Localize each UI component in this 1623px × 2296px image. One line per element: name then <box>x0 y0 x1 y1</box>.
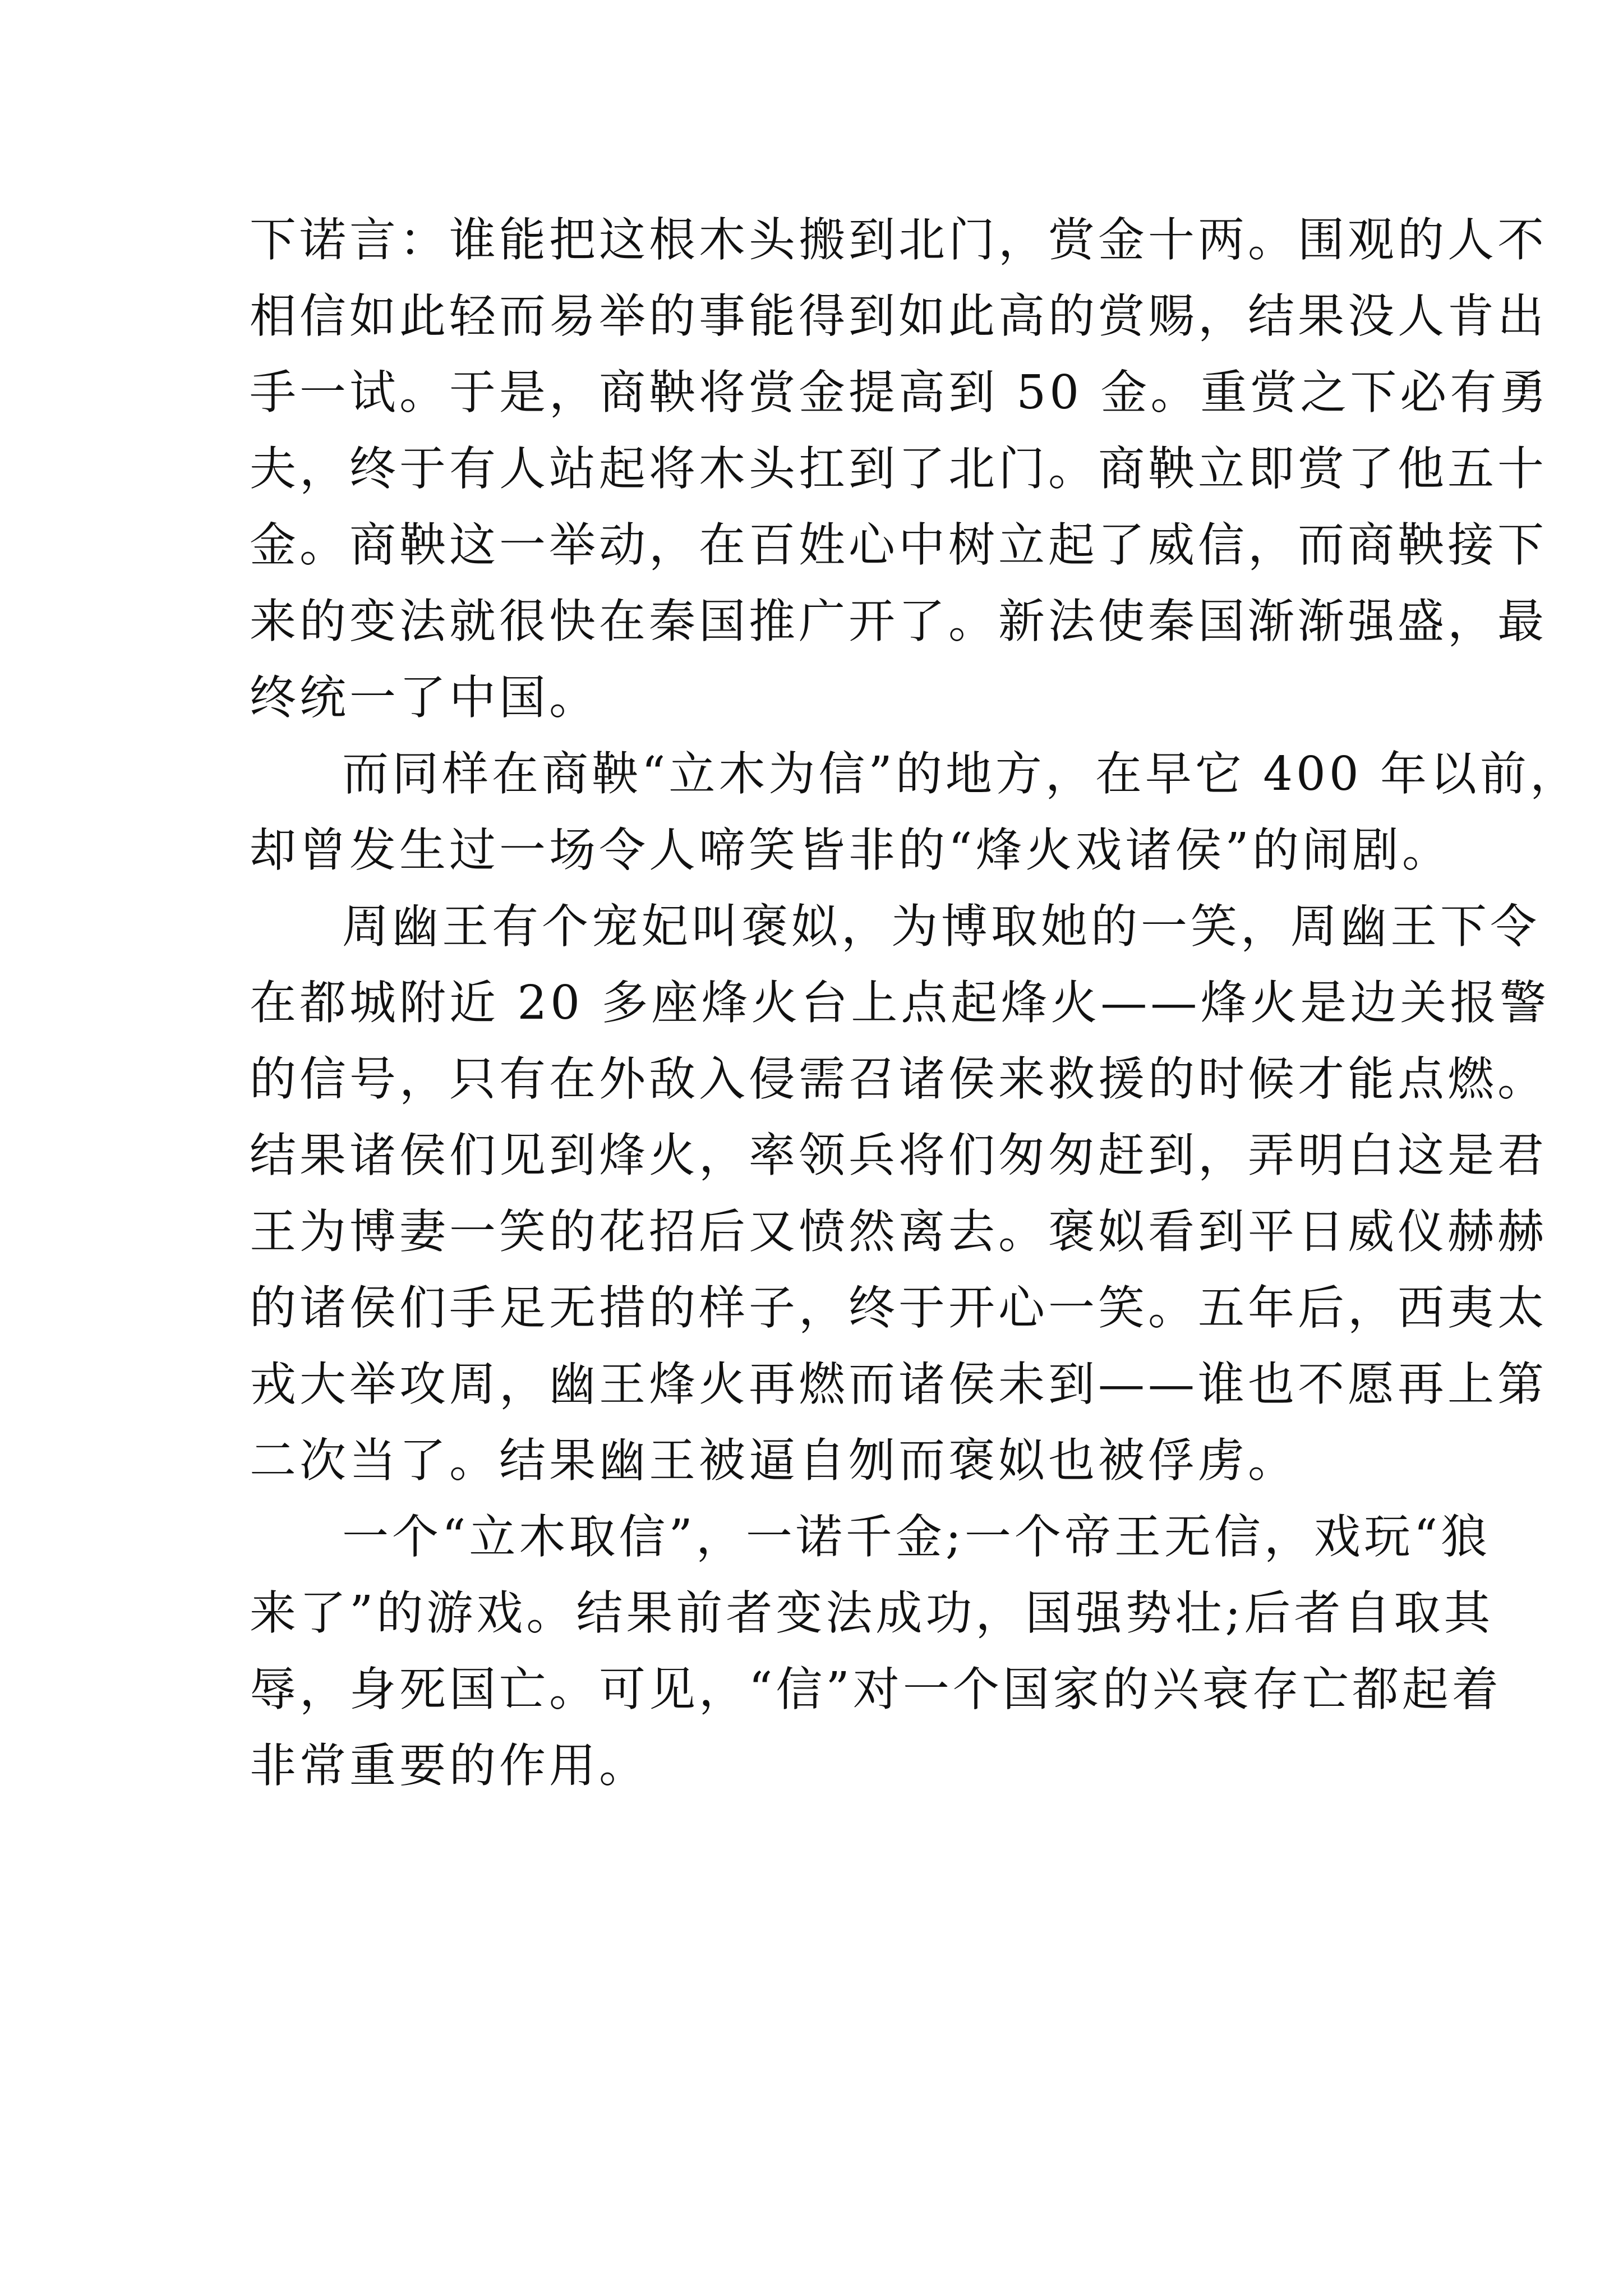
text-line: 金。商鞅这一举动，在百姓心中树立起了威信，而商鞅接下 <box>250 518 1547 572</box>
text-line: 手一试。于是，商鞅将赏金提高到 50 金。重赏之下必有勇 <box>250 365 1550 420</box>
text-line: 却曾发生过一场令人啼笑皆非的“烽火戏诸侯”的闹剧。 <box>250 823 1452 877</box>
text-line: 夫，终于有人站起将木头扛到了北门。商鞅立即赏了他五十 <box>250 441 1547 496</box>
text-line: 周幽王有个宠妃叫褒姒，为博取她的一笑，周幽王下令 <box>342 899 1540 954</box>
text-line: 王为博妻一笑的花招后又愤然离去。褒姒看到平日威仪赫赫 <box>250 1204 1547 1259</box>
text-line: 辱，身死国亡。可见，“信”对一个国家的兴衰存亡都起着 <box>250 1662 1502 1717</box>
text-line: 下诺言：谁能把这根木头搬到北门，赏金十两。围观的人不 <box>250 213 1547 267</box>
text-line: 的诸侯们手足无措的样子，终于开心一笑。五年后，西夷太 <box>250 1281 1547 1335</box>
text-line: 一个“立木取信”，一诺千金;一个帝王无信，戏玩“狼 <box>342 1510 1491 1564</box>
text-line: 来了”的游戏。结果前者变法成功，国强势壮;后者自取其 <box>250 1586 1494 1640</box>
text-line: 来的变法就很快在秦国推广开了。新法使秦国渐渐强盛，最 <box>250 594 1547 648</box>
text-line: 二次当了。结果幽王被逼自刎而褒姒也被俘虏。 <box>250 1433 1298 1488</box>
text-line: 而同样在商鞅“立木为信”的地方，在早它 400 年以前， <box>342 747 1580 801</box>
text-line: 在都城附近 20 多座烽火台上点起烽火——烽火是边关报警 <box>250 976 1550 1030</box>
text-line: 结果诸侯们见到烽火，率领兵将们匆匆赶到，弄明白这是君 <box>250 1128 1547 1182</box>
text-line: 相信如此轻而易举的事能得到如此高的赏赐，结果没人肯出 <box>250 289 1547 343</box>
text-line: 非常重要的作用。 <box>250 1738 649 1793</box>
text-line: 的信号，只有在外敌入侵需召诸侯来救援的时候才能点燃。 <box>250 1052 1547 1106</box>
text-line: 终统一了中国。 <box>250 670 599 725</box>
text-line: 戎大举攻周，幽王烽火再燃而诸侯未到——谁也不愿再上第 <box>250 1357 1547 1411</box>
document-text <box>250 202 1580 1804</box>
